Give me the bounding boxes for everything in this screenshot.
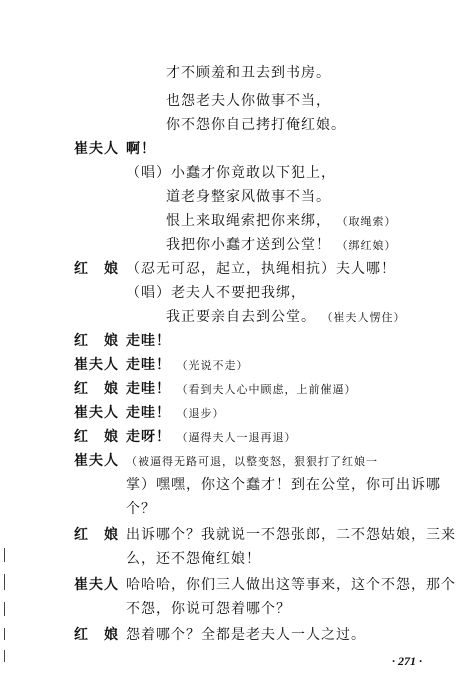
dialogue-line: [126, 526, 456, 544]
stage-direction: （退步）: [176, 407, 225, 420]
dialogue-line: [166, 212, 396, 231]
dialogue-line: [126, 452, 378, 471]
stage-direction: （取绳索）: [336, 215, 397, 228]
speaker-name: 红 娘: [74, 429, 119, 445]
speaker-name: 红 娘: [74, 381, 119, 397]
dialogue-line: [126, 284, 306, 302]
dialogue-line: [166, 236, 396, 255]
speaker-name: 红 娘: [74, 627, 119, 643]
dialogue-line: [126, 626, 366, 644]
line-text: 你不怨你自己拷打俺红娘。: [166, 117, 346, 133]
dialogue-line: [166, 188, 331, 206]
line-text: 我把你小蠢才送到公堂！: [166, 237, 331, 253]
line-text: 走哇！: [126, 333, 171, 349]
dialogue-line: [126, 404, 224, 423]
dialogue-line: [126, 332, 171, 350]
line-text: 也怨老夫人你做事不当，: [166, 93, 331, 109]
line-text: 不怨，你说可怨着哪个？: [126, 601, 291, 617]
dialogue-line: [126, 428, 296, 447]
scan-mark: [4, 628, 5, 640]
line-text: 啊！: [126, 141, 156, 157]
scan-mark: [4, 548, 5, 562]
stage-direction: （被逼得无路可退，以整变怒，狠狠打了红娘一: [126, 455, 378, 468]
stage-direction: （崔夫人愣住）: [321, 311, 406, 324]
line-text: 道老身整家风做事不当。: [166, 189, 331, 205]
line-text: （忍无可忍，起立，执绳相抗）夫人哪！: [126, 261, 396, 277]
dialogue-line: [166, 92, 331, 110]
speaker-name: 崔夫人: [74, 141, 119, 157]
line-text: （唱）小蠢才你竟敢以下犯上，: [126, 165, 336, 181]
dialogue-line: [126, 576, 456, 594]
line-text: 走哇！: [126, 357, 171, 373]
line-text: 个？: [126, 501, 156, 517]
speaker-name: 红 娘: [74, 261, 119, 277]
dialogue-line: [126, 140, 156, 158]
speaker-name: 崔夫人: [74, 453, 119, 469]
line-text: 才不顾羞和丑去到书房。: [166, 65, 331, 81]
line-text: 走哇！: [126, 405, 171, 421]
line-text: 出诉哪个？我就说一不怨张郎，二不怨姑娘，三来: [126, 527, 456, 543]
dialogue-line: [166, 64, 331, 82]
stage-direction: （光说不走）: [176, 359, 249, 372]
dialogue-line: [166, 308, 405, 327]
stage-direction: （逼得夫人一退再退）: [176, 431, 297, 444]
dialogue-line: [126, 356, 248, 375]
dialogue-line: [126, 550, 261, 568]
scan-mark: [4, 602, 5, 616]
page-number: · 271 ·: [392, 654, 422, 668]
speaker-name: 崔夫人: [74, 405, 119, 421]
line-text: 怨着哪个？全都是老夫人一人之过。: [126, 627, 366, 643]
scan-mark: [4, 574, 5, 590]
stage-direction: （绑红娘）: [336, 239, 397, 252]
line-text: （唱）老夫人不要把我绑，: [126, 285, 306, 301]
dialogue-line: [126, 380, 356, 399]
speaker-name: 红 娘: [74, 333, 119, 349]
line-text: 走哇！: [126, 381, 171, 397]
stage-direction: （看到夫人心中顾虑，上前催逼）: [176, 383, 357, 396]
scan-mark: [4, 650, 5, 662]
dialogue-line: [126, 600, 291, 618]
speaker-name: 红 娘: [74, 527, 119, 543]
line-text: 走呀！: [126, 429, 171, 445]
line-text: 哈哈哈，你们三人做出这等事来，这个不怨，那个: [126, 577, 456, 593]
dialogue-line: [166, 116, 346, 134]
dialogue-line: [126, 476, 441, 494]
dialogue-line: [126, 164, 336, 182]
speaker-name: 崔夫人: [74, 577, 119, 593]
line-text: 么，还不怨俺红娘！: [126, 551, 261, 567]
dialogue-line: [126, 260, 396, 278]
line-text: 恨上来取绳索把你来绑，: [166, 213, 331, 229]
speaker-name: 崔夫人: [74, 357, 119, 373]
dialogue-line: [126, 500, 156, 518]
line-text: 掌）嘿嘿，你这个蠢才！到在公堂，你可出诉哪: [126, 477, 441, 493]
line-text: 我正要亲自去到公堂。: [166, 309, 316, 325]
